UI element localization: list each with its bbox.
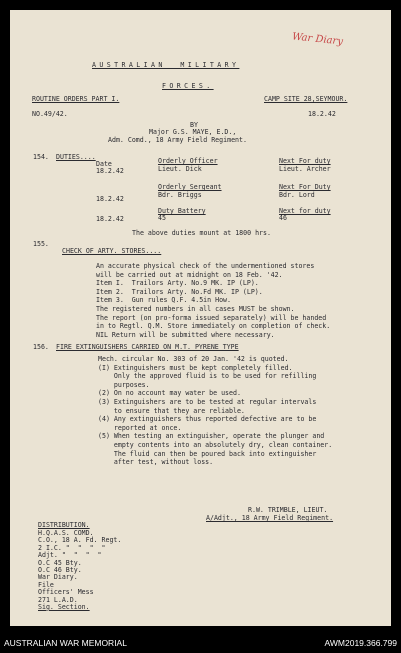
text-line: NIL Return will be submitted where necessary.: [96, 330, 275, 339]
duty-name: 45: [158, 214, 166, 222]
section-heading-fire-extinguishers: FIRE EXTINGUISHERS CARRIED ON M.T. PYRENE TYPE: [56, 343, 239, 351]
heading-australian-military: AUSTRALIAN MILITARY: [92, 61, 240, 69]
text-line: to ensure that they are reliable.: [98, 406, 245, 415]
footer-bar: [0, 632, 401, 653]
text-line: after test, without loss.: [98, 458, 214, 467]
duty-role: Duty Battery: [158, 207, 206, 215]
text-line: reported at once.: [98, 423, 182, 432]
next-duty-name: 46: [279, 214, 287, 222]
list-item: H.Q.A.S. COMD.: [38, 529, 94, 537]
next-duty-name: Bdr. Lord: [279, 191, 315, 199]
fire-extinguishers-text: [98, 356, 332, 468]
text-line: Mech. circular No. 303 of 20 Jan. '42 is quoted.: [98, 355, 289, 363]
text-line: in to Regtl. Q.M. Store immediately on completion of check.: [96, 322, 331, 331]
list-item: O.C 46 Bty.: [38, 565, 82, 574]
duties-mount-note: The above duties mount at 1800 hrs.: [132, 229, 271, 237]
orders-title: ROUTINE ORDERS PART I.: [32, 95, 120, 103]
section-number-155: 155.: [33, 240, 49, 248]
list-item: Officers' Mess: [38, 588, 94, 597]
order-date: 18.2.42: [308, 110, 336, 118]
list-item: O.C 45 Bty.: [38, 558, 82, 567]
duty-name: Bdr. Briggs: [158, 191, 202, 199]
next-duty-name: Lieut. Archer: [279, 165, 331, 173]
next-duty-label: Next For Duty: [279, 183, 331, 191]
duty-date: 18.2.42: [96, 195, 124, 203]
text-line: (2) On no account may water be used.: [98, 389, 241, 398]
arty-stores-text: [96, 263, 330, 340]
text-line: The report (on pro-forma issued separately) will be handed: [96, 313, 327, 322]
text-line: The registered numbers in all cases MUST be shown.: [96, 304, 295, 313]
next-duty-label: Next for duty: [279, 207, 331, 215]
section-number-154: 154.: [33, 153, 49, 161]
section-heading-arty-stores: CHECK OF ARTY. STORES....: [62, 247, 162, 255]
text-line: (3) Extinguishers are to be tested at regular intervals: [98, 397, 317, 406]
text-line: purposes.: [98, 380, 150, 389]
text-line: (4) Any extinguishers thus reported defective are to be: [98, 415, 317, 424]
duty-date: 18.2.42: [96, 215, 124, 223]
list-item: Sig. Section.: [38, 602, 90, 611]
authority-title: Adm. Comd., 18 Army Field Regiment.: [108, 136, 247, 144]
list-item: Adjt. " " " ": [38, 551, 102, 560]
duty-role: Orderly Officer: [158, 157, 218, 165]
list-item: File: [38, 580, 54, 589]
next-duty-label: Next For duty: [279, 157, 331, 165]
date-column-label: Date: [96, 160, 112, 168]
text-line: will be carried out at midnight on 18 Feb. '42.: [96, 270, 283, 279]
signatory-title: A/Adjt., 18 Army Field Regiment.: [206, 514, 334, 522]
text-line: Item I. Trailors Arty. No.9 MK. IP (LP).: [96, 279, 259, 288]
text-line: Item 2. Trailors Arty. No.Fd MK. IP (LP).: [96, 287, 263, 296]
distribution-heading: DISTRIBUTION.: [38, 521, 90, 529]
text-line: empty contents into an absolutely dry, clean container.: [98, 440, 333, 449]
section-number-156: 156.: [33, 343, 49, 351]
order-number: NO.49/42.: [32, 110, 68, 118]
by-label: BY: [190, 121, 198, 129]
text-line: The fluid can then be poured back into extinguisher: [98, 449, 317, 458]
list-item: C.O., 18 A. Fd. Regt.: [38, 536, 122, 545]
footer-accession-number: AWM2019.366.799: [324, 638, 397, 648]
authority-name: Major G.S. MAYE, E.D.,: [149, 128, 237, 136]
document-page: [10, 10, 391, 626]
duty-name: Lieut. Dick: [158, 165, 202, 173]
list-item: War Diary.: [38, 573, 78, 582]
duty-date: 18.2.42: [96, 167, 124, 175]
distribution-list: [38, 530, 121, 611]
text-line: An accurate physical check of the undermentioned stores: [96, 262, 315, 270]
text-line: Item 3. Gun rules Q.F. 4.5in How.: [96, 296, 231, 305]
war-diary-stamp: War Diary: [291, 31, 344, 48]
camp-location: CAMP SITE 28,SEYMOUR.: [264, 95, 348, 103]
text-line: (5) When testing an extinguisher, operate the plunger and: [98, 432, 325, 441]
duty-role: Orderly Sergeant: [158, 183, 222, 191]
footer-source: AUSTRALIAN WAR MEMORIAL: [4, 638, 127, 648]
list-item: 2 I.C. " " " ": [38, 543, 106, 552]
signatory-name: R.W. TRIMBLE, LIEUT.: [248, 506, 328, 514]
list-item: 271 L.A.D.: [38, 595, 78, 604]
text-line: (I) Extinguishers must be kept completely filled.: [98, 363, 293, 372]
text-line: Only the approved fluid is to be used for refilling: [98, 372, 317, 381]
section-heading-duties: DUTIES....: [56, 153, 96, 161]
heading-forces: FORCES.: [162, 82, 214, 90]
